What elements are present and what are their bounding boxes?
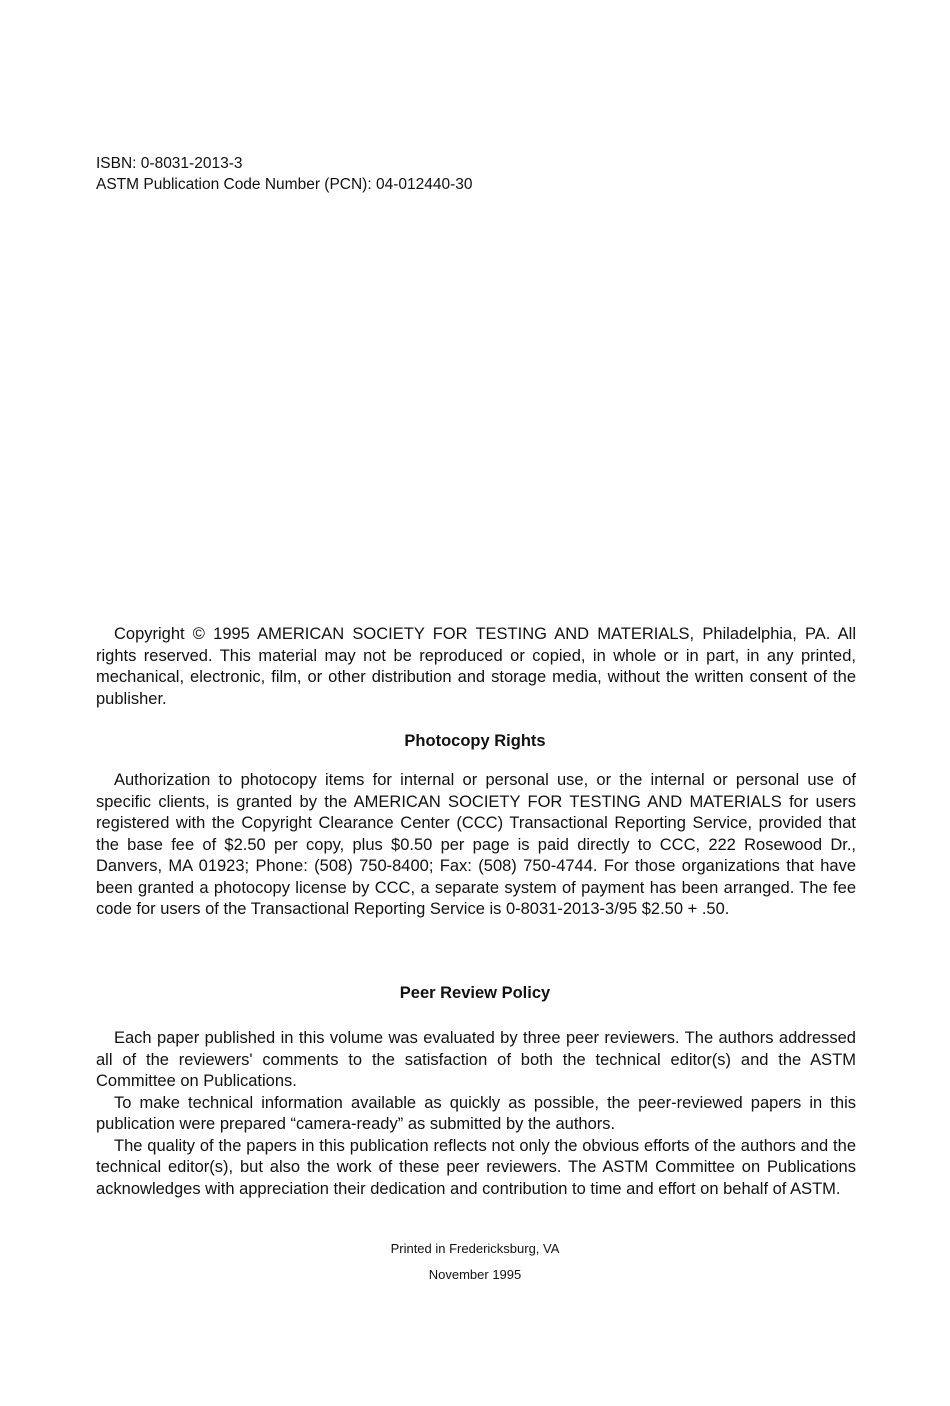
isbn-line: ISBN: 0-8031-2013-3 [96, 155, 243, 172]
printed-date: November 1995 [428, 1267, 522, 1282]
isbn-block [96, 153, 472, 195]
peer-review-paragraph: The quality of the papers in this publication reflects not only the obvious efforts of the authors and the technical editor(s), but also the work of these peer reviewers. The ASTM Committee on Publications acknowledges with appreciation their dedication and contribution to time and effort on behalf of ASTM. [96, 1136, 856, 1198]
peer-review-body [96, 1028, 856, 1200]
photocopy-rights-heading: Photocopy Rights [404, 732, 546, 750]
peer-review-paragraph: To make technical information available as quickly as possible, the peer-reviewed papers in this publication were prepared “camera-ready” as submitted by the authors. [96, 1093, 856, 1133]
copyright-notice [96, 624, 856, 710]
pcn-line: ASTM Publication Code Number (PCN): 04-012440-30 [96, 176, 473, 193]
copyright-paragraph: Copyright © 1995 AMERICAN SOCIETY FOR TESTING AND MATERIALS, Philadelphia, PA. All rights reserved. This material may not be reproduced or copied, in whole or in part, in any printed, mechanical, electronic, film, or other distribution and storage media, without the written consent of the publisher. [96, 625, 856, 708]
peer-review-heading: Peer Review Policy [399, 984, 551, 1002]
printed-location: Printed in Fredericksburg, VA [390, 1241, 560, 1256]
photocopy-rights-body [96, 770, 856, 921]
peer-review-paragraph: Each paper published in this volume was evaluated by three peer reviewers. The authors addressed all of the reviewers' comments to the satisfaction of both the technical editor(s) and the ASTM Committee on Publications. [96, 1029, 856, 1090]
photocopy-paragraph: Authorization to photocopy items for internal or personal use, or the internal or personal use of specific clients, is granted by the AMERICAN SOCIETY FOR TESTING AND MATERIALS for users registered with the Copyright Clearance Center (CCC) Transactional Reporting Service, provided that the base fee of $2.50 per copy, plus $0.50 per page is paid directly to CCC, 222 Rosewood Dr., Danvers, MA 01923; Phone: (508) 750-8400; Fax: (508) 750-4744. For those organizations that have been granted a photocopy license by CCC, a separate system of payment has been arranged. The fee code for users of the Transactional Reporting Service is 0-8031-2013-3/95 $2.50 + .50. [96, 771, 856, 918]
